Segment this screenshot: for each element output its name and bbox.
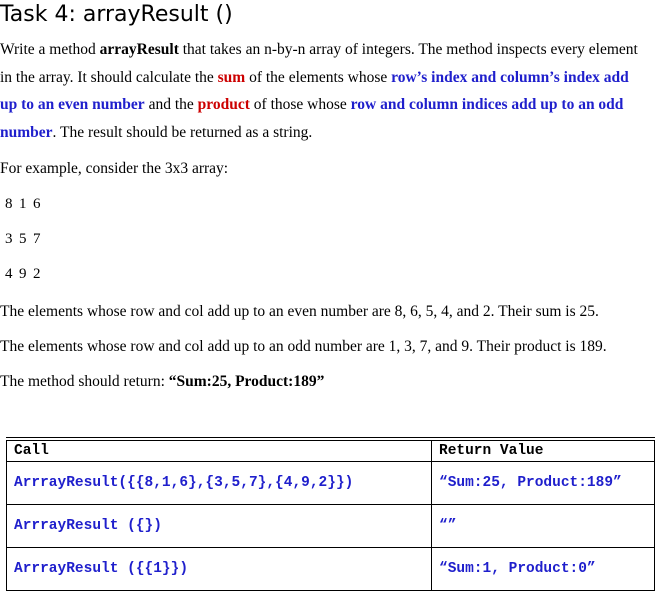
matrix-row — [5, 194, 47, 214]
desc-text-5: of those whose — [249, 96, 351, 113]
table-header-row — [7, 441, 655, 462]
return-prefix: The method should return: — [0, 373, 169, 390]
even-rule: row’s index and column’s index add up to an even number — [0, 68, 629, 113]
matrix-cell: 8 — [5, 196, 13, 212]
table-row — [7, 462, 655, 505]
example-intro: For example, consider the 3x3 array: — [0, 160, 229, 177]
test-cases-table — [6, 440, 655, 591]
return-cell: “” — [432, 505, 655, 548]
header-call: Call — [7, 441, 432, 462]
matrix-cell: 7 — [33, 231, 41, 247]
desc-text-1: Write a method — [0, 41, 100, 58]
matrix-cell: 5 — [19, 231, 27, 247]
task-description — [0, 36, 640, 146]
return-cell: “Sum:1, Product:0” — [432, 548, 655, 591]
return-value: “Sum:25, Product:189” — [168, 373, 325, 390]
matrix-cell: 2 — [33, 266, 41, 282]
matrix-row — [5, 264, 47, 284]
call-cell: ArrrayResult ({{1}}) — [7, 548, 432, 591]
sum-keyword: sum — [217, 68, 246, 86]
method-name: arrayResult — [99, 41, 179, 58]
call-cell: ArrrayResult({{8,1,6},{3,5,7},{4,9,2}}) — [7, 462, 432, 505]
matrix-cell: 1 — [19, 196, 27, 212]
desc-text-4: and the — [144, 96, 198, 113]
page-title: Task 4: arrayResult () — [0, 2, 233, 27]
even-explanation: The elements whose row and col add up to an even number are 8, 6, 5, 4, and 2. Their sum is 25. — [0, 303, 599, 320]
matrix-row — [5, 229, 47, 249]
desc-text-2: that takes an n-by-n array of integers. The method inspects every element in the array. It should calculate the — [0, 41, 638, 86]
product-keyword: product — [197, 96, 250, 113]
return-line — [0, 372, 324, 392]
return-cell: “Sum:25, Product:189” — [432, 462, 655, 505]
desc-text-6: . The result should be returned as a string. — [52, 123, 313, 141]
call-cell: ArrrayResult ({}) — [7, 505, 432, 548]
odd-explanation: The elements whose row and col add up to an odd number are 1, 3, 7, and 9. Their product is 189. — [0, 338, 607, 355]
matrix-cell: 4 — [5, 266, 13, 282]
matrix-cell: 9 — [19, 266, 27, 282]
odd-rule: row and column indices add up to an odd number — [0, 96, 624, 141]
matrix-cell: 6 — [33, 196, 41, 212]
matrix-cell: 3 — [5, 231, 13, 247]
table-row — [7, 505, 655, 548]
desc-text-3: of the elements whose — [245, 68, 392, 86]
table-row — [7, 548, 655, 591]
header-return-value: Return Value — [432, 441, 655, 462]
